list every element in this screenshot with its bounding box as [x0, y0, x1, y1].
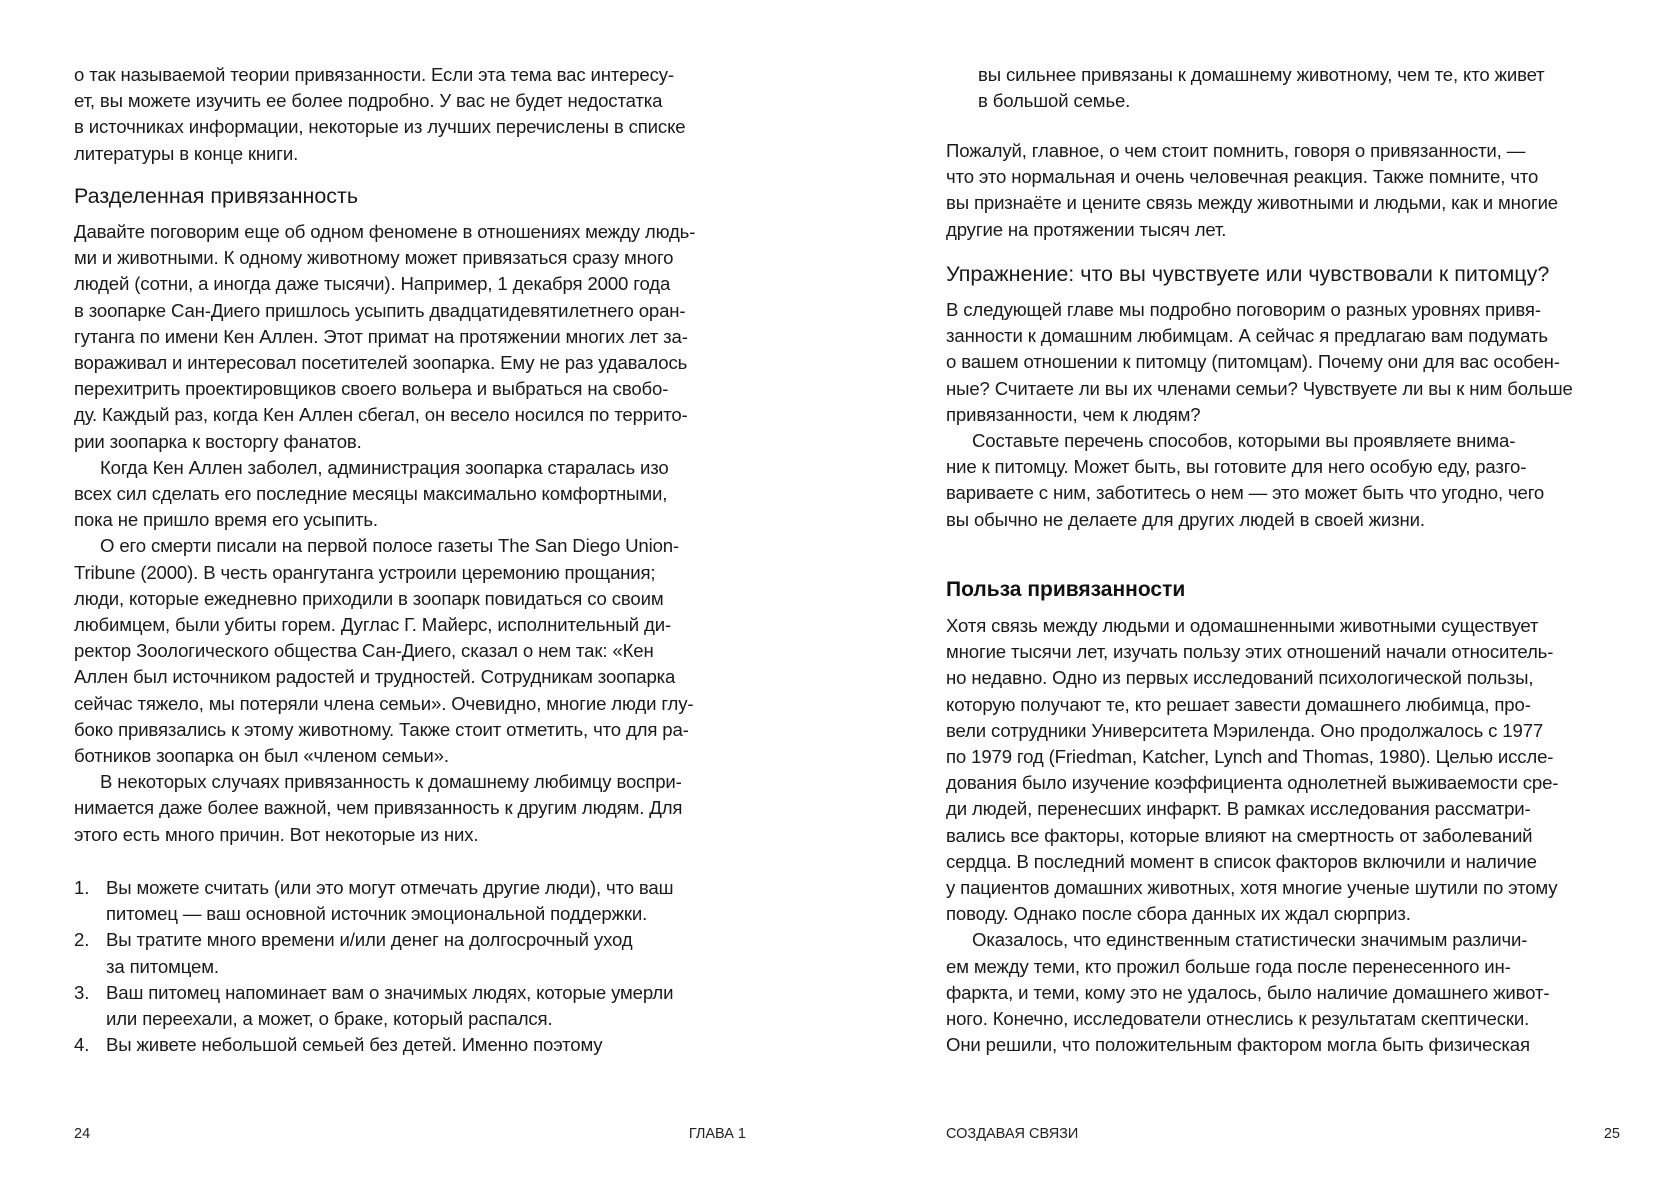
page-number-left: 24	[74, 1126, 91, 1142]
text-line: Пожалуй, главное, о чем стоит помнить, говоря о привязанности, —	[946, 140, 1526, 161]
text-line: Вы тратите много времени и/или денег на долгосрочный уход	[106, 929, 633, 951]
text-line: другие на протяжении тысяч лет.	[946, 218, 1227, 240]
text-line: или переехали, а может, о браке, который распался.	[106, 1008, 553, 1030]
text-line: Когда Кен Аллен заболел, администрация зоопарка старалась изо	[100, 456, 669, 478]
list-continuation	[978, 62, 1658, 114]
text-line: ет, вы можете изучить ее более подробно. У вас не будет недостатка	[74, 90, 663, 112]
text-line: в большой семье.	[978, 90, 1131, 112]
text-line: привязанности, чем к людям?	[946, 403, 1201, 425]
right-page	[946, 0, 1620, 1190]
list-item	[74, 927, 754, 979]
list-number: 3.	[74, 981, 90, 1003]
text-line: любимцем, были убиты горем. Дуглас Г. Майерс, исполнительный ди-	[74, 614, 671, 636]
text-line: вораживал и интересовал посетителей зоопарка. Ему не раз удавалось	[74, 352, 688, 374]
page-number-right: 25	[1603, 1126, 1620, 1142]
text-line: Они решили, что положительным фактором могла быть физическая	[946, 1034, 1530, 1056]
text-line: литературы в конце книги.	[74, 142, 299, 164]
text-line: гутанга по имени Кен Аллен. Этот примат на протяжении многих лет за-	[74, 325, 688, 347]
text-line: питомец — ваш основной источник эмоциональной поддержки.	[106, 903, 648, 925]
text-line: сейчас тяжело, мы потеряли члена семьи». Очевидно, многие люди глу-	[74, 692, 694, 714]
text-line: Составьте перечень способов, которыми вы проявляете внима-	[972, 430, 1516, 452]
text-line: ди людей, перенесших инфаркт. В рамках исследования рассматри-	[946, 798, 1531, 820]
text-line: вы сильнее привязаны к домашнему животному, чем те, кто живет	[978, 64, 1545, 85]
text-line: фаркта, и теми, кому это не удалось, было наличие домашнего живот-	[946, 981, 1550, 1003]
section-heading-shared-attachment: Разделенная привязанность	[74, 184, 359, 208]
list-number: 1.	[74, 877, 90, 898]
reasons-list	[74, 875, 754, 1058]
text-line: которую получают те, кто решает завести домашнего любимца, про-	[946, 693, 1531, 715]
text-line: Аллен был источником радостей и трудностей. Сотрудникам зоопарка	[74, 666, 676, 688]
text-line: сердца. В последний момент в список факторов включили и наличие	[946, 850, 1537, 872]
text-line: о так называемой теории привязанности. Если эта тема вас интересу-	[74, 64, 674, 85]
text-line: перехитрить проектировщиков своего вольера и выбраться на свобо-	[74, 378, 669, 400]
list-item	[74, 875, 754, 927]
text-line: в источниках информации, некоторые из лучших перечислены в списке	[74, 116, 686, 138]
text-line: О его смерти писали на первой полосе газеты The San Diego Union-	[100, 535, 680, 557]
text-line: но недавно. Одно из первых исследований психологической пользы,	[946, 667, 1534, 689]
text-line: пока не пришло время его усыпить.	[74, 509, 378, 531]
text-line: ем между теми, кто прожил больше года после перенесенного ин-	[946, 955, 1511, 977]
text-line: Ваш питомец напоминает вам о значимых людях, которые умерли	[106, 981, 674, 1003]
text-line: ду. Каждый раз, когда Кен Аллен сбегал, он весело носился по террито-	[74, 404, 688, 426]
text-line: боко привязались к этому животному. Также стоит отметить, что для ра-	[74, 718, 689, 740]
text-line: вались все факторы, которые влияют на смертность от заболеваний	[946, 824, 1533, 846]
text-line: рии зоопарка к восторгу фанатов.	[74, 430, 362, 452]
left-page	[74, 0, 744, 1190]
text-line: В следующей главе мы подробно поговорим о разных уровнях привя-	[946, 299, 1541, 320]
text-line: Вы можете считать (или это могут отмечать другие люди), что ваш	[106, 877, 674, 898]
text-line: у пациентов домашних животных, хотя многие ученые шутили по этому	[946, 877, 1558, 899]
text-line: дования было изучение коэффициента однолетней выживаемости сре-	[946, 772, 1559, 794]
text-line: занности к домашним любимцам. А сейчас я предлагаю вам подумать	[946, 325, 1548, 347]
text-line: по 1979 год (Friedman, Katcher, Lynch and Thomas, 1980). Целью иссле-	[946, 746, 1554, 768]
text-line: вели сотрудники Университета Мэриленда. Оно продолжалось с 1977	[946, 719, 1544, 741]
text-line: за питомцем.	[106, 955, 219, 977]
text-line: Вы живете небольшой семьей без детей. Именно поэтому	[106, 1034, 603, 1056]
running-head-book-title: СОЗДАВАЯ СВЯЗИ	[946, 1126, 1079, 1142]
text-line: о вашем отношении к питомцу (питомцам). Почему они для вас особен-	[946, 351, 1560, 373]
text-line: ботников зоопарка он был «членом семьи».	[74, 745, 449, 767]
text-line: люди, которые ежедневно приходили в зоопарк повидаться со своим	[74, 587, 664, 609]
text-line: В некоторых случаях привязанность к домашнему любимцу воспри-	[100, 771, 682, 793]
list-item	[74, 980, 754, 1032]
summary-paragraph	[946, 138, 1626, 243]
text-line: в зоопарке Сан-Диего пришлось усыпить двадцатидевятилетнего оран-	[74, 299, 686, 321]
list-number: 2.	[74, 929, 90, 951]
benefit-paragraph	[946, 613, 1626, 1058]
text-line: ми и животными. К одному животному может привязаться сразу много	[74, 247, 674, 269]
list-item	[74, 1032, 754, 1058]
text-line: многие тысячи лет, изучать пользу этих отношений начали относитель-	[946, 641, 1554, 663]
text-line: людей (сотни, а иногда даже тысячи). Например, 1 декабря 2000 года	[74, 273, 671, 295]
text-line: поводу. Однако после сбора данных их ждал сюрприз.	[946, 903, 1411, 925]
text-line: Tribune (2000). В честь орангутанга устроили церемонию прощания;	[74, 561, 656, 583]
text-line: Оказалось, что единственным статистически значимым различи-	[972, 929, 1528, 951]
text-line: ние к питомцу. Может быть, вы готовите для него особую еду, разго-	[946, 456, 1527, 478]
text-line: Давайте поговорим еще об одном феномене в отношениях между людь-	[74, 221, 696, 242]
text-line: всех сил сделать его последние месяцы максимально комфортными,	[74, 483, 668, 505]
text-line: Хотя связь между людьми и одомашненными животными существует	[946, 615, 1539, 636]
text-line: вы признаёте и цените связь между животными и людьми, как и многие	[946, 192, 1559, 214]
paragraph-ken-allen	[74, 219, 754, 848]
running-head-chapter: ГЛАВА 1	[688, 1126, 746, 1142]
exercise-heading: Упражнение: что вы чувствуете или чувствовали к питомцу?	[946, 262, 1550, 286]
benefit-heading: Польза привязанности	[946, 578, 1186, 601]
text-line: вы обычно не делаете для других людей в своей жизни.	[946, 508, 1425, 530]
text-line: нимается даже более важной, чем привязанность к другим людям. Для	[74, 797, 683, 819]
text-line: что это нормальная и очень человечная реакция. Также помните, что	[946, 166, 1539, 188]
list-number: 4.	[74, 1034, 90, 1056]
text-line: вариваете с ним, заботитесь о нем — это может быть что угодно, чего	[946, 482, 1545, 504]
intro-paragraph	[74, 62, 754, 167]
text-line: ректор Зоологического общества Сан-Диего, сказал о нем так: «Кен	[74, 640, 654, 662]
text-line: ного. Конечно, исследователи отнеслись к результатам скептически.	[946, 1008, 1530, 1030]
text-line: ные? Считаете ли вы их членами семьи? Чувствуете ли вы к ним больше	[946, 377, 1573, 399]
text-line: этого есть много причин. Вот некоторые из них.	[74, 823, 479, 845]
exercise-paragraph	[946, 297, 1626, 533]
